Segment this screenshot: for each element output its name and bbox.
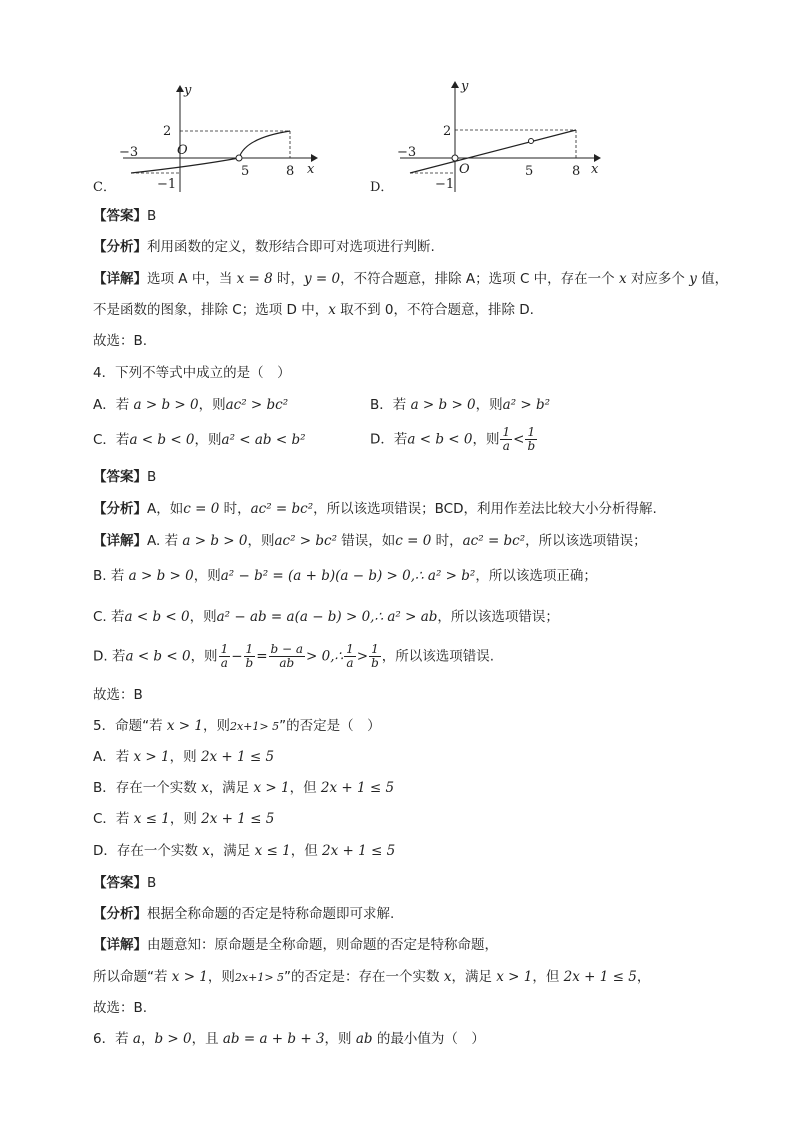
q4-stem: 4．下列不等式中成立的是（ ） [93,365,291,381]
svg-text:O: O [459,162,470,177]
q5-analysis: 【分析】根据全称命题的否定是特称命题即可求解. [93,906,395,922]
graph-option-c [85,78,335,200]
option-d-label: D． [370,180,394,195]
q4-option-c: C．若a < b < 0，则a² < ab < b² [93,432,306,448]
q3-detail-line1: 【详解】选项 A 中，当 x = 8 时，y = 0，不符合题意，排除 A；选项 C 中，存在一个 x 对应多个 y 值， [93,271,729,287]
svg-text:y: y [184,83,192,98]
svg-text:5: 5 [241,164,250,179]
q4-option-a: A．若 a > b > 0，则ac² > bc² [93,397,289,413]
svg-text:x: x [591,162,599,177]
q4-option-d: D．若a < b < 0，则 $\frac{1}{a}$ < $\frac{1}{b}$ [370,425,536,453]
q4-choose: 故选：B [93,687,143,703]
q3-detail-line2: 不是函数的图象，排除 C；选项 D 中，x 取不到 0，不符合题意，排除 D. [93,302,534,318]
q5-option-a: A．若 x > 1，则 2x + 1 ≤ 5 [93,749,275,765]
q3-choose: 故选：B. [93,333,148,349]
q4-analysis: 【分析】A，如c = 0 时，ac² = bc²，所以该选项错误；BCD，利用作差法比较大小分析得解. [93,501,657,517]
q4-detail-b: B. 若 a > b > 0，则a² − b² = (a + b)(a − b) > 0,∴ a² > b²，所以该选项正确； [93,568,597,584]
option-c-label: C． [93,180,116,195]
q5-answer: 【答案】B [93,875,157,891]
q3-analysis: 【分析】利用函数的定义，数形结合即可对选项进行判断. [93,239,435,255]
svg-text:5: 5 [525,164,534,179]
q3-answer: 【答案】B [93,208,157,224]
svg-text:O: O [177,143,188,158]
svg-text:−1: −1 [157,177,177,192]
svg-text:8: 8 [286,164,295,179]
q5-option-b: B．存在一个实数 x，满足 x > 1，但 2x + 1 ≤ 5 [93,780,395,796]
svg-text:2: 2 [443,124,452,139]
q5-option-d: D．存在一个实数 x，满足 x ≤ 1，但 2x + 1 ≤ 5 [93,843,396,859]
q4-option-b: B．若 a > b > 0，则a² > b² [370,397,551,413]
graph-option-d [365,78,615,200]
svg-text:−3: −3 [119,145,139,160]
svg-text:2: 2 [163,124,172,139]
svg-text:y: y [461,79,469,94]
q5-detail: 【详解】由题意知：原命题是全称命题，则命题的否定是特称命题， [93,937,498,953]
q5-option-c: C．若 x ≤ 1，则 2x + 1 ≤ 5 [93,811,275,827]
q6-stem: 6．若 a，b > 0，且 ab = a + b + 3，则 ab 的最小值为（ ） [93,1031,485,1047]
q4-detail-a: 【详解】A. 若 a > b > 0，则ac² > bc² 错误，如c = 0 时，ac² = bc²，所以该选项错误； [93,533,647,549]
q5-choose: 故选：B. [93,1000,148,1016]
q5-stem: 5．命题“若 x > 1，则2x+1> 5”的否定是（ ） [93,718,381,734]
svg-text:−3: −3 [397,145,417,160]
q5-detail-line2: 所以命题“若 x > 1，则2x+1> 5”的否定是：存在一个实数 x，满足 x > 1，但 2x + 1 ≤ 5， [93,969,651,985]
svg-text:x: x [307,162,315,177]
svg-text:−1: −1 [435,177,455,192]
svg-text:8: 8 [572,164,581,179]
q4-detail-c: C. 若a < b < 0，则a² − ab = a(a − b) > 0,∴ a² > ab，所以该选项错误； [93,609,559,625]
q4-answer: 【答案】B [93,469,157,485]
q4-detail-d: D. 若a < b < 0，则 $\frac{1}{a}$ − $\frac{1}{b}$ = $\frac{b - a}{ab}$ > 0,∴ $\frac{1}{a}$ > $\frac{1}{b}$ ，所以该选项错误. [93,642,495,670]
